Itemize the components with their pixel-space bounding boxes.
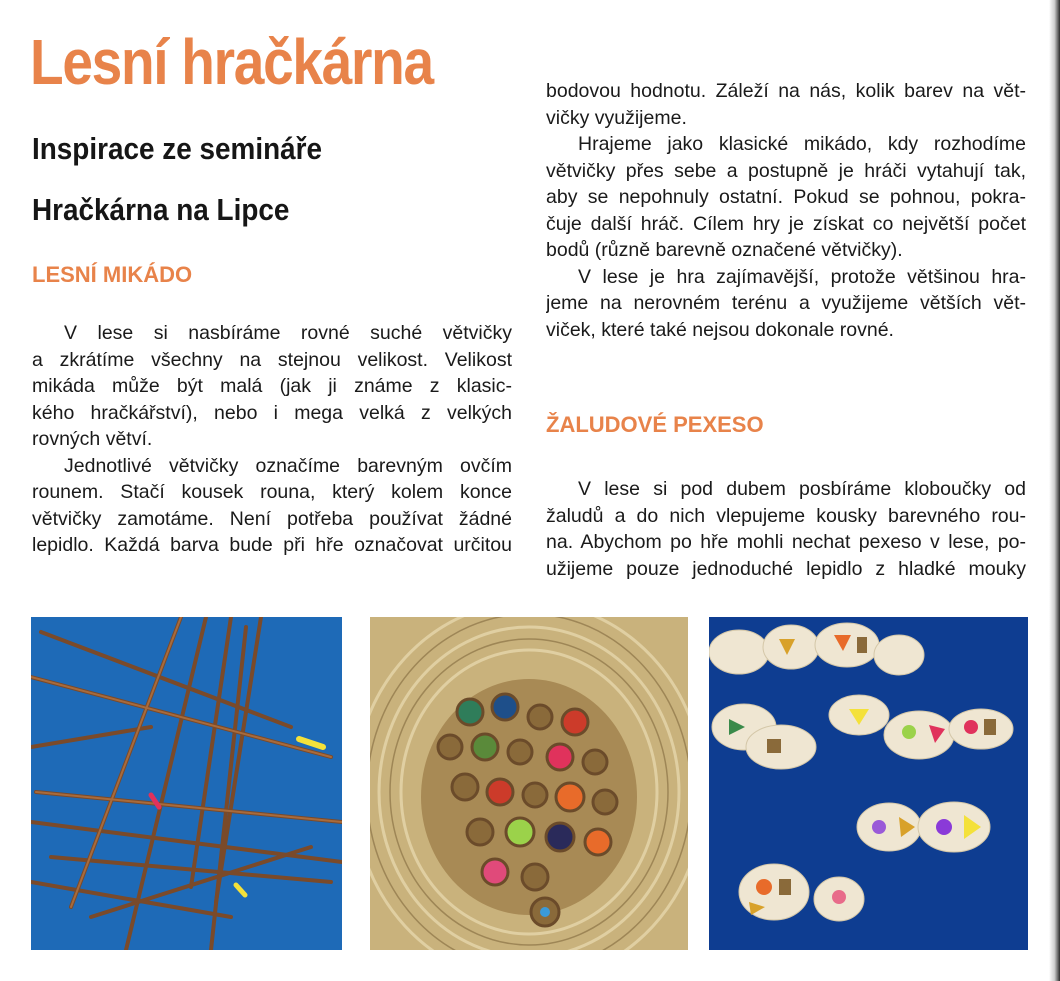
text-line: viček, které také nejsou dokonale rovné. (546, 318, 894, 341)
photo-acorn-caps-basket (370, 617, 688, 950)
text-line: V lese si pod dubem posbíráme kloboučky od (578, 478, 1026, 500)
text-line: na. Abychom po hře mohli nechat pexeso v lese, po- (546, 531, 1026, 553)
section-heading-pexeso: ŽALUDOVÉ PEXESO (546, 412, 764, 437)
text-line: Hrajeme jako klasické mikádo, kdy rozhodíme (578, 133, 1026, 155)
text-line: a zkrátíme všechny na stejnou velikost. Velikost (32, 348, 512, 371)
text-line: rounem. Stačí kousek rouna, který kolem konce (32, 481, 512, 503)
acorn-basket-illustration (370, 617, 688, 950)
text-line: žaludů a do nich vlepujeme kousky barevného rou- (546, 504, 1026, 527)
article-subtitle-line-2: Hračkárna na Lipce (32, 192, 290, 227)
text-line: aby se nepohnuly ostatní. Pokud se pohnou, pokra- (546, 186, 1026, 208)
photo-painted-stones (709, 617, 1028, 950)
text-line: rovných větví. (32, 428, 153, 450)
text-line: mikáda může být malá (jak ji známe z klasic- (32, 375, 512, 397)
photo-mikado-sticks (31, 617, 342, 950)
text-line: větvičky zamotáme. Není potřeba používat žádné (32, 507, 512, 530)
text-line: lepidlo. Každá barva bude při hře označovat určitou (32, 534, 512, 556)
article-title: Lesní hračkárna (30, 26, 433, 98)
text-line: V lese si nasbíráme rovné suché větvičky (64, 322, 512, 344)
text-line: čuje další hráč. Cílem hry je získat co největší počet (546, 212, 1026, 235)
mikado-text-column-right (546, 78, 1026, 343)
text-line: bodů (různě barevně označené větvičky). (546, 239, 903, 261)
text-line: větvičky přes sebe a postupně je hráči vytahují tak, (546, 159, 1026, 182)
scan-edge-shadow (1049, 0, 1060, 981)
text-line: vičky využijeme. (546, 106, 687, 129)
mikado-sticks-illustration (31, 617, 342, 950)
section-heading-mikado: LESNÍ MIKÁDO (32, 262, 193, 287)
mikado-text-column-left (32, 320, 512, 559)
text-line: jeme na nerovném terénu a využijeme větších vět- (546, 292, 1026, 314)
pexeso-text-column (546, 476, 1026, 582)
text-line: V lese je hra zajímavější, protože většinou hra- (578, 265, 1026, 288)
text-line: kého hračkářství), nebo i mega velká z velkých (32, 401, 512, 424)
text-line: užijeme pouze jednoduché lepidlo z hladké mouky (546, 557, 1026, 580)
text-line: bodovou hodnotu. Záleží na nás, kolik barev na vět- (546, 80, 1026, 102)
article-subtitle-line-1: Inspirace ze semináře (32, 131, 323, 166)
painted-stones-illustration (709, 617, 1028, 950)
text-line: Jednotlivé větvičky označíme barevným ovčím (64, 454, 512, 477)
